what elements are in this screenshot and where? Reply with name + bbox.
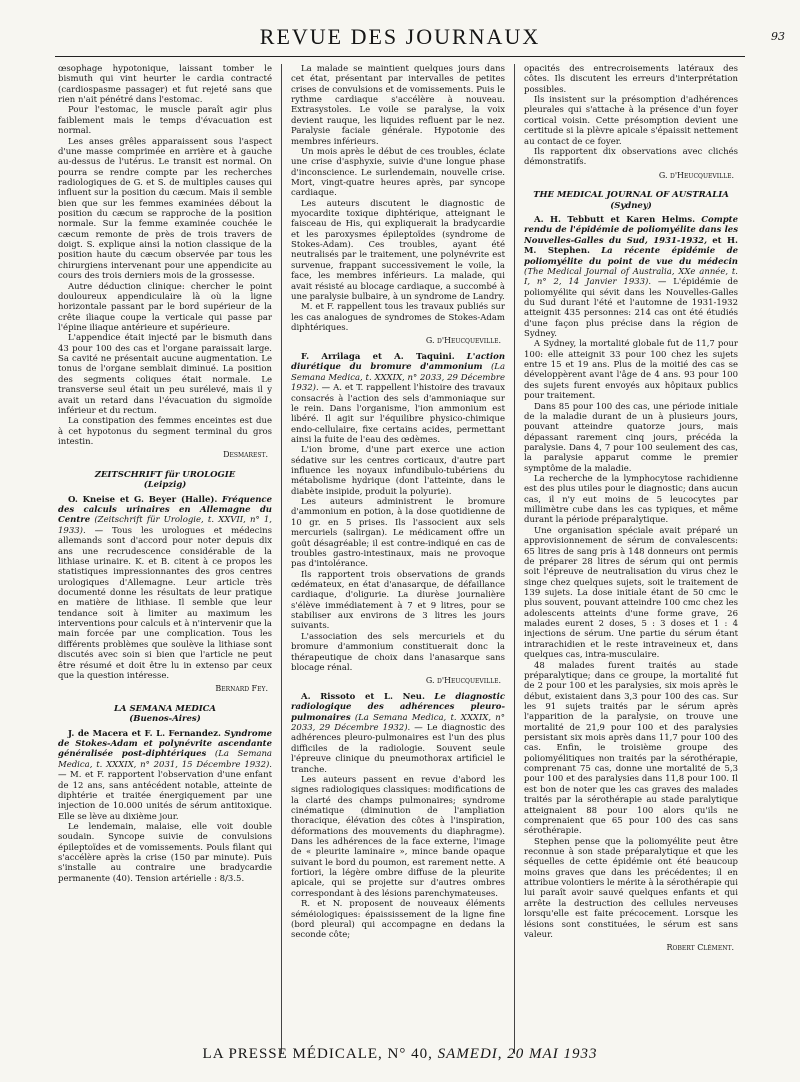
signature: Bernard Fey.	[215, 684, 268, 694]
column-separator	[514, 64, 515, 1054]
article	[291, 352, 505, 445]
column-separator	[281, 64, 282, 1054]
page-footer	[55, 1046, 745, 1063]
paragraph: La recherche de la lymphocytose rachidienne est des plus utiles pour le diagnostic; dans aucun cas, il n'y eut moins de 5 leucocytes par millimètre cube dans les cas typiques, et même durant la période préparalytique.	[524, 474, 738, 526]
article-authors: A. H. Tebbutt et Karen Helms.	[534, 215, 696, 226]
article-body: A. et T. rappellent l'histoire des travaux consacrés à l'action des sels d'ammoniaque sur le rein. Dans l'organisme, l'ion ammonium est libéré. Il agit sur l'équilibre physico-chimique endo-cellulaire, fixe certains acides, permettant ainsi la fuite de l'eau des œdèmes.	[291, 383, 505, 445]
journal-city: (Buenos-Aires)	[129, 714, 201, 725]
paragraph: Les anses grêles apparaissent sous l'aspect d'une masse comprimée en arrière et à gauche au-dessus de l'utérus. Le transit est normal. On pourra se rendre compte par les recherches radiologiques de G. et S. de multiples causes qui influent sur la position du cæcum. Mais il semble bien que sur les femmes examinées débout la position du cæcum se rapproche de la position normale. Sur la femme examinée couchée le cæcum remonte de près de trois travers de doigt. S. explique ainsi la notion classique de la position haute du cæcum observée par tous les chirurgiens intervenant pour une appendicite au cours des trois derniers mois de la grossesse.	[58, 136, 272, 282]
paragraph: L'ion brome, d'une part exerce une action sédative sur les centres corticaux, d'autre part influence les noyaux infundibulo-tubériens du métabolisme hydrique (dont l'atteinte, dans le diabète insipide, produit la polyurie).	[291, 445, 505, 497]
article	[58, 729, 272, 822]
paragraph: M. et F. rappellent tous les travaux publiés sur les cas analogues de syndromes de Stokes-Adam diphtériques.	[291, 302, 505, 333]
paragraph: Ils rapportent dix observations avec clichés démonstratifs.	[524, 146, 738, 168]
journal-title: THE MEDICAL JOURNAL OF AUSTRALIA	[533, 190, 729, 201]
article-title: La récente épidémie de poliomyélite du point de vue du médecin	[524, 246, 738, 267]
paragraph: œsophage hypotonique, laissant tomber le bismuth qui vint heurter le cardia contracté (cardiospasme passager) et fut rejeté sans que rien n'ait pénétré dans l'estomac.	[58, 64, 272, 106]
paragraph: L'association des sels mercuriels et du bromure d'ammonium constituerait donc la thérapeutique de choix dans l'anasarque sans blocage rénal.	[291, 631, 505, 673]
paragraph: Autre déduction clinique: chercher le point douloureux appendiculaire là où la ligne horizontale passant par le bord supérieur de la crête iliaque coupe la verticale qui passe par l'épine iliaque antérieure et supérieure.	[58, 281, 272, 333]
article-reference: (La Semana Medica, t. XXXIX, n° 2031, 15 Décembre 1932). —	[58, 749, 272, 781]
paragraph: Pour l'estomac, le muscle paraît agir plus faiblement mais le temps d'évacuation est normal.	[58, 105, 272, 137]
paragraph: Une organisation spéciale avait préparé un approvisionnement de sérum de convalescents: 65 litres de sang pris à 148 donneurs ont permis de préparer 28 litres de sérum qui ont permis soit l'épreuve de neutralisation du virus chez le singe chez quelques sujets, soit le traitement de 139 sujets. La dose initiale étant de 50 cmc le plus souvent, pouvant atteindre 100 cmc chez les adolescents atteints d'une forme grave, 26 malades eurent 2 doses, 5 : 3 doses et 1 : 4 injections de sérum. Une partie du sérum étant intrarachidien et le reste intraveineux et, dans quelques cas, intra-musculaire.	[524, 525, 738, 661]
paragraph: L'appendice était injecté par le bismuth dans 43 pour 100 des cas et l'organe paraissait large. Sa cavité ne présentait aucune augmentation. Le tonus de l'organe semblait diminué. La position des segments coliques était normale. Le transverse seul était un peu surélevé, mais il y avait un retard dans l'évacuation du sigmoïde inférieur et du rectum.	[58, 333, 272, 416]
journal-title: ZEITSCHRIFT für UROLOGIE	[94, 470, 236, 481]
paragraph: Ils rapportent trois observations de grands œdémateux, en état d'anasarque, de défaillance cardiaque, d'oligurie. La diurèse journalière s'élève immédiatement à 7 et 9 litres, pour se stabiliser aux environs de 3 litres les jours suivants.	[291, 569, 505, 632]
paragraph: Stephen pense que la poliomyélite peut être reconnue à son stade préparalytique et que les séquelles de cette épidémie ont été beaucoup moins graves que dans les précédentes; il en attribue volontiers le mérite à la sérothérapie qui lui paraît avoir sauvé quelques enfants et qui arrête la destruction des cellules nerveuses lorsqu'elle est faite précocement. Lorsque les lésions sont constituées, le sérum est sans valeur.	[524, 836, 738, 940]
article-authors: J. de Macera et F. L. Fernandez.	[68, 728, 221, 739]
page-number: 93	[771, 30, 785, 43]
column-middle	[291, 64, 505, 1054]
paragraph: Les auteurs discutent le diagnostic de myocardite toxique diphtérique, atteignant le faisceau de His, qui expliquerait la bradycardie et les paroxysmes épileptoïdes (syndrome de Stokes-Adam). Ces troubles, ayant été neutralisés par le traitement, une polynévrite est survenue, frappant successivement le voile, la face, les membres inférieurs. La malade, qui avait résisté au blocage cardiaque, a succombé à une paralysie bulbaire, à un syndrome de Landry.	[291, 198, 505, 302]
article	[524, 215, 738, 339]
journal-title: LA SEMANA MEDICA	[113, 703, 217, 714]
article-title: Syndrome de Stokes-Adam et polynévrite ascendante généralisée post-diphtériques	[58, 728, 272, 760]
article-body: L'épidémie de poliomyélite qui sévit dans les Nouvelles-Galles du Sud durant l'été et l'automne de 1931-1932 atteignit 435 personnes: 214 cas ont été étudiés d'une façon plus précise dans la région de Sydney.	[524, 277, 738, 340]
article-reference: (The Medical Journal of Australia, XXe année, t. I, n° 2, 14 Janvier 1933). —	[524, 266, 738, 288]
paragraph: Les auteurs passent en revue d'abord les signes radiologiques classiques: modifications de la clarté des champs pulmonaires; syndrome cinématique (diminution de l'ampliation thoracique, élévation des côtes à l'inspiration, déformations des mouvements du diaphragme). Dans les adhérences de la face externe, l'image de « pleurite laminaire », mince bande opaque suivant le bord du poumon, est rarement nette. A fortiori, la légère ombre diffuse de la pleurite apicale, qui se projette sur d'autres ombres correspondant à des lésions parenchymateuses.	[291, 774, 505, 899]
paragraph: opacités des entrecroisements latéraux des côtes. Ils discutent les erreurs d'interprétation possibles.	[524, 64, 738, 95]
running-title: REVUE DES JOURNAUX	[259, 24, 541, 49]
paragraph: Un mois après le début de ces troubles, éclate une crise d'asphyxie, suivie d'une longue phase d'inconscience. Le surlendemain, nouvelle crise. Mort, vingt-quatre heures après, par syncope cardiaque.	[291, 146, 505, 199]
footer-date: SAMEDI, 20 MAI 1933	[437, 1046, 598, 1062]
article-body: Tous les urologues et médecins allemands sont d'accord pour noter depuis dix ans une recrudescence considérable de la lithiase urinaire. K. et B. citent à ce propos les statistiques impressionnantes des gros centres urologiques d'Allemagne. Leur article très documenté donne les résultats de leur pratique en matière de lithiase. Il semble que leur tendance soit à limiter au maximum les interventions pour calculs et à n'intervenir que la main forcée par une complication. Tous les différents problèmes que soulève la lithiase sont discutés avec soin si bien que l'article ne peut être résumé et doit être lu in extenso par ceux que la question intéresse.	[58, 525, 272, 681]
article-reference: (La Semana Medica, t. XXXIX, n° 2033, 29 Décembre 1932). —	[291, 712, 505, 734]
article-authors: et H. M. Stephen.	[524, 235, 738, 257]
paragraph: A Sydney, la mortalité globale fut de 11,7 pour 100: elle atteignit 33 pour 100 chez les sujets entre 15 et 19 ans. Plus de la moitié des cas se développèrent avant l'âge de 4 ans. 93 pour 100 des sujets furent envoyés aux hôpitaux publics pour traitement.	[524, 339, 738, 402]
article-title: L'action diurétique du bromure d'ammonium	[291, 352, 505, 373]
signature: G. d'Heucqueville.	[658, 170, 734, 180]
article-title: Fréquence des calculs urinaires en Allemagne du Centre	[58, 494, 272, 526]
paragraph: La constipation des femmes enceintes est due à cet hypotonus du segment terminal du gros intestin.	[58, 416, 272, 447]
article-authors: A. Rissoto et L. Neu.	[301, 691, 425, 702]
paragraph: Dans 85 pour 100 des cas, une période initiale de la maladie durant de un à plusieurs jours, pouvant atteindre quatorze jours, mais dépassant rarement cinq jours, précéda la paralysie. Dans 4, 7 pour 100 seulement des cas, la paralysie apparut comme le premier symptôme de la maladie.	[524, 401, 738, 474]
article-body: M. et F. rapportent l'observation d'une enfant de 12 ans, sans antécédent notable, atteinte de diphtérie et traitée énergiquement par une injection de 10.000 unités de sérum antitoxique. Elle se lève au dixième jour.	[58, 770, 272, 822]
paragraph: La malade se maintient quelques jours dans cet état, présentant par intervalles de petites crises de convulsions et de vomissements. Puis le rythme cardiaque s'accélère à nouveau. Extrasystoles. Le voile se paralyse, la voix devient rauque, les liquides refluent par le nez. Paralysie faciale générale. Hypotonie des membres inférieurs.	[291, 64, 505, 147]
paragraph: Les auteurs administrent le bromure d'ammonium en potion, à la dose quotidienne de 10 gr. en 5 prises. Ils l'associent aux sels mercuriels (salirgan). Le médicament offre un goût désagréable; il est contre-indiqué en cas de troubles gastro-intestinaux, mais ne provoque pas d'intolérance.	[291, 497, 505, 570]
footer-journal: LA PRESSE MÉDICALE, N° 40,	[202, 1046, 433, 1062]
article	[291, 692, 505, 775]
paragraph: Ils insistent sur la présomption d'adhérences pleurales qui s'attache à la présence d'un foyer cortical voisin. Cette présomption devient une certitude si la plèvre apicale s'épaissit nettement au contact de ce foyer.	[524, 95, 738, 147]
header-rule	[55, 56, 745, 57]
signature: Robert Clément.	[666, 943, 734, 953]
journal-city: (Leipzig)	[143, 480, 187, 491]
article-reference: (Zeitschrift für Urologie, t. XXVII, n° 1, 1933). —	[58, 515, 272, 536]
article-title: Le diagnostic radiologique des adhérences pleuro-pulmonaires	[291, 691, 505, 723]
signature: G. d'Heucqueville.	[425, 676, 501, 686]
article-title: Compte rendu de l'épidémie de poliomyélite dans les Nouvelles-Galles du Sud, 1931-1932,	[524, 215, 738, 246]
article-body: Le diagnostic des adhérences pleuro-pulmonaires est l'un des plus difficiles de la radiologie. Souvent seule l'épreuve clinique du pneumothorax artificiel le tranche.	[291, 723, 505, 775]
paragraph: R. et N. proposent de nouveaux éléments séméiologiques: épaississement de la ligne fine (bord pleural) qui accompagne en dedans la seconde côte;	[291, 899, 505, 941]
article-authors: O. Kneise et G. Beyer (Halle).	[68, 494, 218, 505]
journal-city: (Sydney)	[610, 200, 652, 211]
article	[58, 495, 272, 681]
signature: Desmarest.	[223, 450, 268, 460]
column-left	[58, 64, 272, 1054]
article-authors: F. Arrilaga et A. Taquini.	[301, 352, 455, 363]
column-right	[524, 64, 738, 1054]
paragraph: 48 malades furent traités au stade préparalytique; dans ce groupe, la mortalité fut de 2 pour 100 et les paralysies, six mois après le début, existaient dans 3,3 pour 100 des cas. Sur les 91 sujets traités par le sérum après l'apparition de la paralysie, on trouve une mortalité de 21,9 pour 100 et des paralysies persistant six mois après dans 11,7 pour 100 des cas. Enfin, le troisième groupe des poliomyélitiques non traités par la sérothérapie, comprenant 75 cas, donne une mortalité de 5,3 pour 100 et des paralysies dans 11,8 pour 100. Il est bon de noter que les cas graves des malades traités par la sérothérapie au stade paralytique atteignaient 88 pour 100 alors qu'ils ne comprenaient que 65 pour 100 des cas sans sérothérapie.	[524, 660, 738, 837]
paragraph: Le lendemain, malaise, elle voit double soudain. Syncope suivie de convulsions épileptoïdes et de vomissements. Pouls filant qui s'accélère après la crise (150 par minute). Puis s'installe au contraire une bradycardie permanente (40). Tension artérielle : 8/3.5.	[58, 821, 272, 884]
signature: G. d'Heucqueville.	[425, 336, 501, 346]
article-reference: (La Semana Medica, t. XXXIX, n° 2033, 29 Décembre 1932). —	[291, 362, 505, 394]
page-header	[55, 24, 785, 50]
